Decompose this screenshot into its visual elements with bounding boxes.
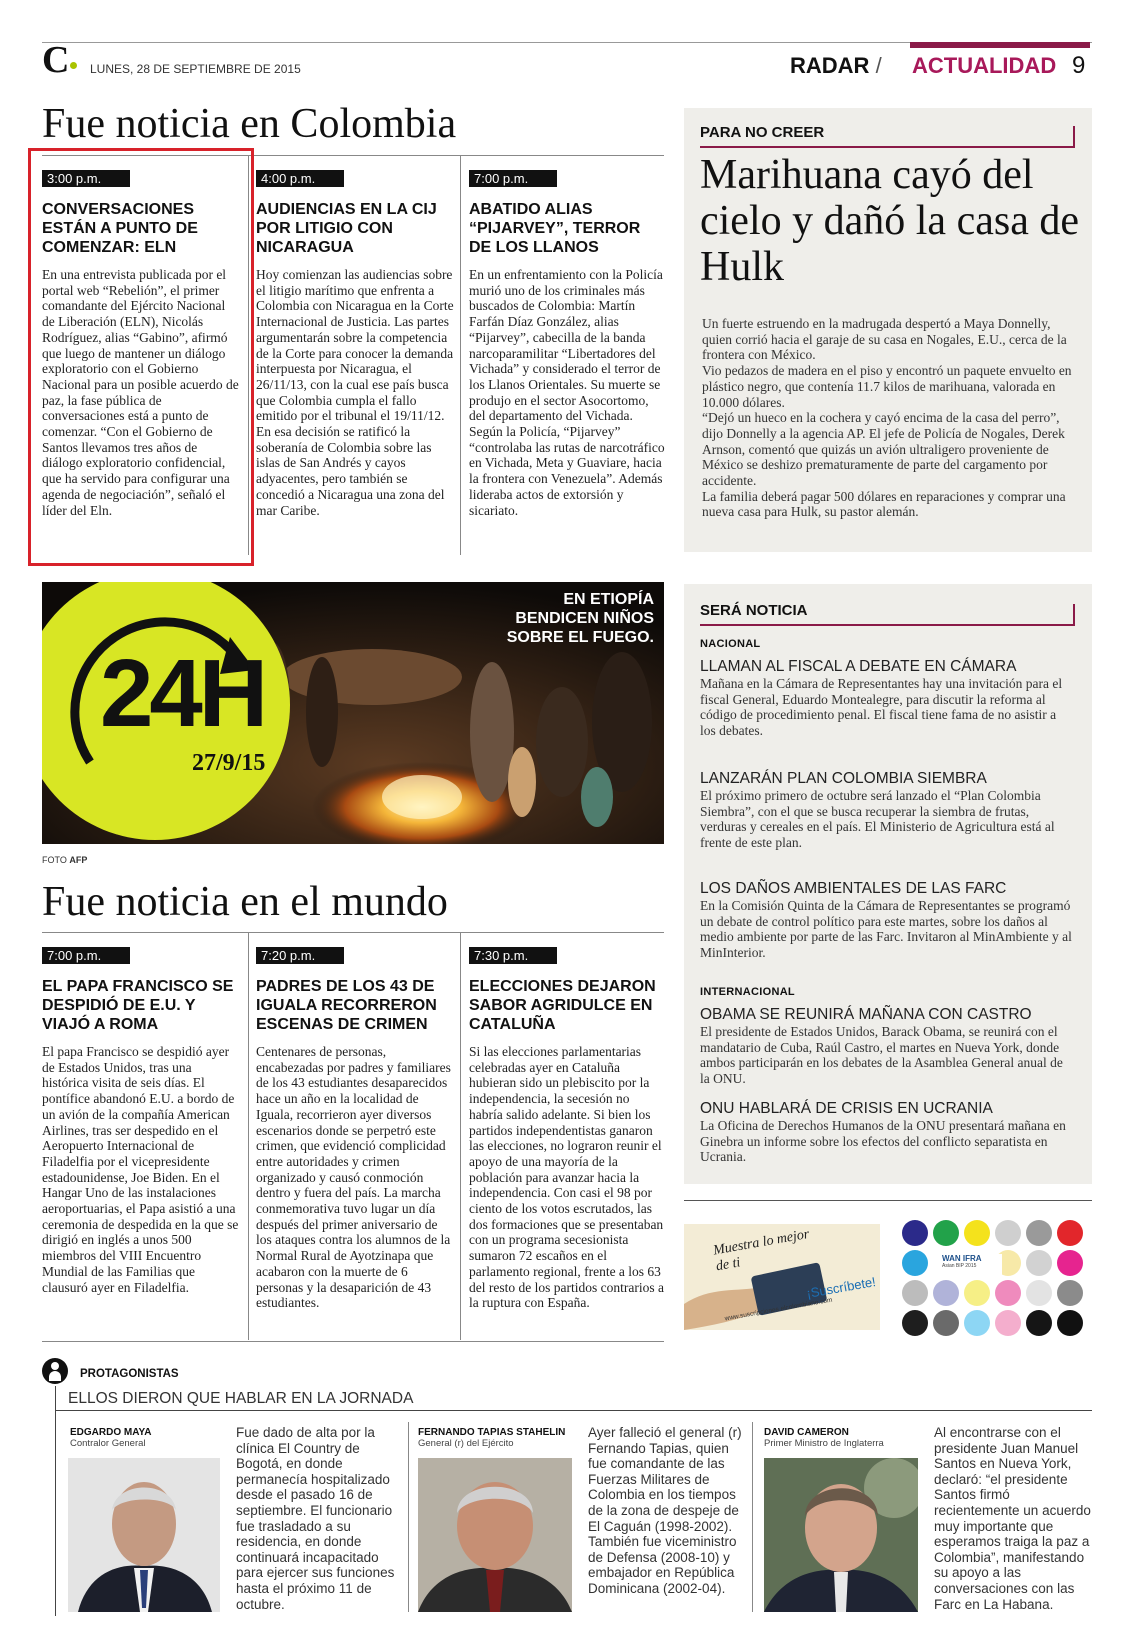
para-no-creer-box <box>684 108 1092 552</box>
wan-ifra-logo <box>942 1254 1002 1280</box>
color-dot <box>995 1280 1021 1306</box>
color-dot <box>1057 1220 1083 1246</box>
protagonistas-label: PROTAGONISTAS <box>80 1368 179 1380</box>
story-body: Centenares de personas, encabezadas por padres y familiares de los 43 estudiantes desaparecidos hace un año en la localidad de Iguala, recorrieron ayer diversos escenarios donde se perpetró este crimen, que evidenció complicidad entre autoridades y crimen organizado y causó conmoción dentro y fuera del país. La marcha conmemorativa tuvo lugar un día después del primer aniversario de los ataques contra los alumnos de la Normal Rural de Ayotzinapa que acabaron con la muerte de 6 personas y la desaparición de 43 estudiantes. <box>256 1044 451 1311</box>
section-accent-bar <box>910 42 1090 48</box>
story-headline: ELECCIONES DEJARON SABOR AGRIDULCE EN CATALUÑA <box>469 978 656 1033</box>
ad-script: Muestra lo mejor de ti <box>712 1226 811 1275</box>
color-dot <box>902 1220 928 1246</box>
protagonist-photo <box>418 1458 572 1612</box>
time-badge: 7:00 p.m. <box>42 947 130 964</box>
column-divider <box>408 1422 409 1612</box>
item-headline: OBAMA SE REUNIRÁ MAÑANA CON CASTRO <box>700 1006 1032 1023</box>
color-dot <box>1057 1280 1083 1306</box>
story-body: Hoy comienzan las audiencias sobre el litigio marítimo que enfrenta a Colombia con Nicaragua en la Corte Internacional de Justicia. Las partes argumentarán sobre la competencia de la Corte para conocer la demanda interpuesta por Nicaragua, el 26/11/13, con la cual ese país busca que Colombia cumpla el fallo emitido por el tribunal el 19/11/12. En esa decisión se ratificó la soberanía de Colombia sobre las islas de San Andrés y cayos adyacentes, pero también se concedió a Nicaragua una zona del mar Caribe. <box>256 267 454 518</box>
protagonist-text: Fue dado de alta por la clínica El Country de Bogotá, en donde permanecía hospitalizado desde el pasado 16 de septiembre. El funcionario fue trasladado a su residencia, en donde continuará incapacitado para ejercer sus funciones hasta el próximo 11 de octubre. <box>236 1425 395 1612</box>
portrait-david-cameron <box>764 1458 918 1612</box>
protagonist-3 <box>764 1427 934 1449</box>
color-dot <box>933 1280 959 1306</box>
color-dot <box>1026 1280 1052 1306</box>
column-divider <box>248 932 249 1340</box>
story-headline: CONVERSACIONES ESTÁN A PUNTO DE COMENZAR: ELN <box>42 201 198 256</box>
label-rule <box>700 624 1074 626</box>
person-icon <box>42 1358 68 1384</box>
item-body: El próximo primero de octubre será lanzado el “Plan Colombia Siembra”, con el que se busca recuperar la siembra de frutas, verduras y cereales en el país. El Ministerio de Agricultura está al frente de este plan. <box>700 788 1055 851</box>
story-body: El papa Francisco se despidió ayer de Estados Unidos, tras una histórica visita de seis días. El pontífice abandonó E.U. a bordo de un avión de la compañía American Airlines, tras ser despedido en el Aeropuerto Internacional de Filadelfia por el vicepresidente estadounidense, Joe Biden. En el Hangar Uno de las instalaciones aeroportuarias, el Papa asistió a una ceremonia de despedida en la que se dirigió en inglés a unos 500 miembros del VIII Encuentro Mundial de las Familias que clausuró ayer en Filadelfia. <box>42 1044 239 1295</box>
color-dot <box>964 1310 990 1336</box>
protagonist-role: General (r) del Ejército <box>418 1438 514 1449</box>
protagonist-name: EDGARDO MAYA <box>70 1427 152 1438</box>
portrait-edgardo-maya <box>68 1458 220 1612</box>
protagonist-name: FERNANDO TAPIAS STAHELIN <box>418 1427 566 1438</box>
color-dot <box>1026 1310 1052 1336</box>
paragraph: La familia deberá pagar 500 dólares en reparaciones y comprar una nueva casa para Hulk, su pastor alemán. <box>702 488 1066 520</box>
logo-dot-icon <box>70 62 77 69</box>
section-name: RADAR / <box>790 53 882 78</box>
colombia-section-title: Fue noticia en Colombia <box>42 101 457 147</box>
wan-sub: Asian BIP 2015 <box>942 1263 977 1269</box>
print-color-bar <box>902 1220 1092 1340</box>
subsection-name: ACTUALIDAD <box>912 53 1057 78</box>
protagonist-name: DAVID CAMERON <box>764 1427 849 1438</box>
column-divider <box>752 1422 753 1612</box>
paragraph: Vio pedazos de madera en el piso y encontró un paquete envuelto en plástico negro, que contenía 11.7 kilos de marihuana, valorada en 10.000 dólares. <box>702 363 1072 410</box>
protagonist-photo <box>68 1458 220 1612</box>
color-dot <box>964 1220 990 1246</box>
mundo-rule <box>42 932 664 933</box>
time-badge: 3:00 p.m. <box>42 170 130 187</box>
time-badge: 7:30 p.m. <box>469 947 557 964</box>
time-badge: 4:00 p.m. <box>256 170 344 187</box>
protagonist-role: Contralor General <box>70 1438 146 1449</box>
colombia-story-2 <box>256 170 454 518</box>
para-no-creer-body <box>702 316 1076 520</box>
color-dot <box>1026 1250 1052 1276</box>
protagonist-1 <box>70 1427 230 1449</box>
protagonist-role: Primer Ministro de Inglaterra <box>764 1438 884 1449</box>
story-body: En una entrevista publicada por el portal web “Rebelión”, el primer comandante del Ejército Nacional de Liberación (ELN), Nicolás Rodríguez, alias “Gabino”, afirmó que luego de mantener un diálogo exploratorio con el Gobierno Nacional para un posible acuerdo de paz, la fase pública de conversaciones está a punto de comenzar. “Con el Gobierno de Santos llevamos tres años de diálogo exploratorio confidencial, que ha servido para configurar una agenda de negociación”, señaló el líder del Eln. <box>42 267 239 518</box>
color-dot <box>995 1220 1021 1246</box>
colombia-story-3 <box>469 170 665 518</box>
portrait-fernando-tapias <box>418 1458 572 1612</box>
internacional-label: INTERNACIONAL <box>700 986 795 998</box>
para-no-creer-label: PARA NO CREER <box>700 124 825 141</box>
label-rule <box>700 146 1074 148</box>
24h-logo-date: 27/9/15 <box>192 750 266 776</box>
para-no-creer-title: Marihuana cayó del cielo y dañó la casa de Hulk <box>700 152 1079 290</box>
color-dot <box>902 1310 928 1336</box>
mundo-story-2 <box>256 947 454 1311</box>
paragraph: Un fuerte estruendo en la madrugada despertó a Maya Donnelly, quien corrió hacia el garaje de su casa en Nogales, E.U., cerca de la frontera con México. <box>702 316 1067 363</box>
wan-label: WAN IFRA <box>942 1254 982 1263</box>
color-dot <box>964 1280 990 1306</box>
item-body: En la Comisión Quinta de la Cámara de Representantes se programó un debate de control político para este martes, sobre los daños al medio ambiente por parte de las Farc. Invitaron al MinAmbiente y al MinInterior. <box>700 898 1072 961</box>
sera-noticia-item <box>700 880 1074 961</box>
color-dot <box>902 1250 928 1276</box>
protagonist-2 <box>418 1427 588 1449</box>
story-body: Si las elecciones parlamentarias celebradas ayer en Cataluña hubieran sido un plebiscito por la independencia, la secesión no habría salido adelante. Si bien los partidos independentistas ganaron las elecciones, no lograron reunir el apoyo de una mayoría de la población para avanzar hacia la independencia. Con casi el 98 por ciento de los votos escrutados, las dos formaciones que se presentaban con un programa secesionista sumaron 72 escaños en el parlamento regional, frente a los 63 del resto de los partidos contrarios a la ruptura con España. <box>469 1044 664 1311</box>
column-divider <box>460 932 461 1340</box>
sera-noticia-label: SERÁ NOTICIA <box>700 602 808 619</box>
protagonistas-rule <box>55 1410 1092 1411</box>
item-headline: LANZARÁN PLAN COLOMBIA SIEMBRA <box>700 770 987 787</box>
color-dot <box>902 1280 928 1306</box>
item-body: La Oficina de Derechos Humanos de la ONU presentará mañana en Ginebra un informe sobre los efectos del conflicto separatista en Ucrania. <box>700 1118 1066 1165</box>
sera-noticia-item <box>700 1100 1074 1165</box>
ad-cta[interactable]: ¡Suscríbete! <box>805 1274 877 1301</box>
sera-noticia-item <box>700 770 1074 851</box>
mundo-section-title: Fue noticia en el mundo <box>42 879 448 925</box>
story-headline: AUDIENCIAS EN LA CIJ POR LITIGIO CON NICARAGUA <box>256 201 437 256</box>
color-dot <box>1026 1220 1052 1246</box>
story-headline: EL PAPA FRANCISCO SE DESPIDIÓ DE E.U. Y VIAJÓ A ROMA <box>42 978 234 1033</box>
protagonist-text: Ayer falleció el general (r) Fernando Tapias, quien fue comandante de las Fuerzas Militares de Colombia en los tiempos de la zona de despeje de El Caguán (1998-2002). También fue viceministro de Defensa (2008-10) y embajador en República Dominicana (2002-04). <box>588 1425 742 1596</box>
color-dot <box>1057 1250 1083 1276</box>
sera-noticia-box <box>684 584 1092 1184</box>
color-dot <box>933 1220 959 1246</box>
sera-noticia-item <box>700 658 1074 739</box>
24h-logo-text: 24H <box>100 640 265 747</box>
sera-noticia-item <box>700 1006 1074 1087</box>
newspaper-logo: C <box>42 39 70 81</box>
label-vrule <box>1073 604 1075 626</box>
photo-headline: EN ETIOPÍA BENDICEN NIÑOS SOBRE EL FUEGO. <box>506 591 654 646</box>
page-number: 9 <box>1072 52 1086 79</box>
item-body: Mañana en la Cámara de Representantes hay una invitación para el fiscal General, Eduardo Montealegre, para discutir la reforma al código de procedimiento penal. El fiscal tiene fama de no asistir a los debates. <box>700 676 1063 739</box>
item-headline: ONU HABLARÁ DE CRISIS EN UCRANIA <box>700 1100 993 1117</box>
ad-url[interactable]: www.suscripciones.elcolombiano.com <box>724 1296 833 1323</box>
column-divider <box>460 155 461 555</box>
item-headline: LOS DAÑOS AMBIENTALES DE LAS FARC <box>700 880 1007 897</box>
color-dot <box>933 1310 959 1336</box>
photo-credit: FOTO AFP <box>42 855 88 865</box>
label-vrule <box>1073 126 1075 148</box>
story-headline: PADRES DE LOS 43 DE IGUALA RECORRERON ESCENAS DE CRIMEN <box>256 978 437 1033</box>
news-photo <box>42 582 664 844</box>
mundo-story-1 <box>42 947 240 1295</box>
item-body: El presidente de Estados Unidos, Barack Obama, se reunirá con el mandatario de Cuba, Raúl Castro, el martes en Nueva York, donde ambos participarán en los debates de la Asamblea General anual de la ONU. <box>700 1024 1063 1087</box>
story-body: En un enfrentamiento con la Policía murió uno de los criminales más buscados de Colombia: Martín Farfán Díaz González, alias “Pijarvey”, cabecilla de la banda narcoparamilitar “Libertadores del Vichada” y considerado el terror de los Llanos Orientales. Su muerte se produjo en el sector Asocortomo, del departamento del Vichada. Según la Policía, “Pijarvey” “controlaba las rutas de narcotráfico en Vichada, Meta y Guaviare, hacia la frontera con Venezuela”. Además lideraba actos de extorsión y sicariato. <box>469 267 665 518</box>
protagonistas-subtitle: ELLOS DIERON QUE HABLAR EN LA JORNADA <box>68 1390 414 1407</box>
issue-date: LUNES, 28 DE SEPTIEMBRE DE 2015 <box>90 62 301 76</box>
protagonistas-vrule <box>55 1386 56 1616</box>
protagonist-photo <box>764 1458 918 1612</box>
color-dot <box>995 1310 1021 1336</box>
mundo-story-3 <box>469 947 665 1311</box>
color-dot <box>1057 1310 1083 1336</box>
protagonist-text: Al encontrarse con el presidente Juan Manuel Santos en Nueva York, declaró: “el presidente Santos firmó recientemente un acuerdo muy importante que esperamos traiga la paz a Colombia”, manifestando su apoyo a las conversaciones con las Farc en La Habana. <box>934 1425 1091 1612</box>
colombia-story-1 <box>42 170 240 518</box>
time-badge: 7:20 p.m. <box>256 947 344 964</box>
story-headline: ABATIDO ALIAS “PIJARVEY”, TERROR DE LOS LLANOS <box>469 201 641 256</box>
nacional-label: NACIONAL <box>700 638 761 650</box>
item-headline: LLAMAN AL FISCAL A DEBATE EN CÁMARA <box>700 658 1017 675</box>
mundo-bottom-rule <box>42 1341 664 1342</box>
paragraph: “Dejó un hueco en la cochera y cayó encima de la casa del perro”, dijo Donnelly a la agencia AP. El jefe de Policía de Nogales, Derek Arnson, comentó que quizás un avión ultraligero proveniente de México se deshizo prematuramente de parte del cargamento por accidente. <box>702 410 1065 489</box>
time-badge: 7:00 p.m. <box>469 170 557 187</box>
subscription-ad[interactable] <box>684 1224 880 1330</box>
ad-rule <box>684 1200 1092 1201</box>
